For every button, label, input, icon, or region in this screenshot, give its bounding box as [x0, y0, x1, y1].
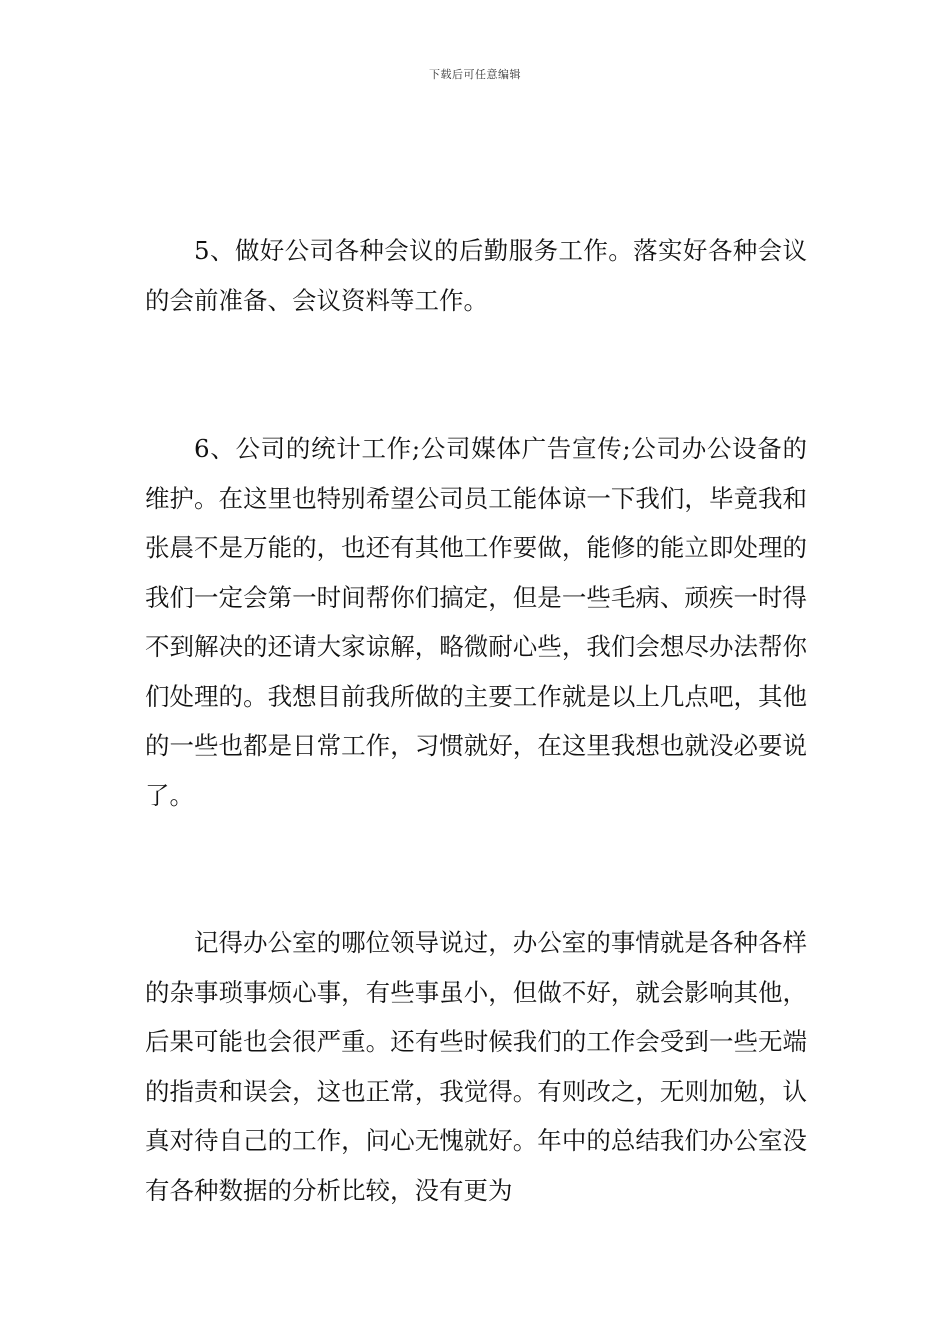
paragraph-item-6: 6、公司的统计工作;公司媒体广告宣传;公司办公设备的维护。在这里也特别希望公司员工能体谅一下我们，毕竟我和张晨不是万能的，也还有其他工作要做，能修的能立即处理的我们一定会第一时间帮你们搞定，但是一些毛病、顽疾一时得不到解决的还请大家谅解，略微耐心些，我们会想尽办法帮你们处理的。我想目前我所做的主要工作就是以上几点吧，其他的一些也都是日常工作，习惯就好，在这里我想也就没必要说了。: [145, 434, 807, 810]
paragraph-item-5: 5、做好公司各种会议的后勤服务工作。落实好各种会议的会前准备、会议资料等工作。: [145, 236, 807, 315]
page-header: 下载后可任意编辑: [429, 68, 521, 81]
document-body: [145, 226, 807, 1215]
paragraph-summary: 记得办公室的哪位领导说过，办公室的事情就是各种各样的杂事琐事烦心事，有些事虽小，但做不好，就会影响其他，后果可能也会很严重。还有些时候我们的工作会受到一些无端的指责和误会，这也正常，我觉得。有则改之，无则加勉，认真对待自己的工作，问心无愧就好。年中的总结我们办公室没有各种数据的分析比较，没有更为: [145, 928, 807, 1205]
